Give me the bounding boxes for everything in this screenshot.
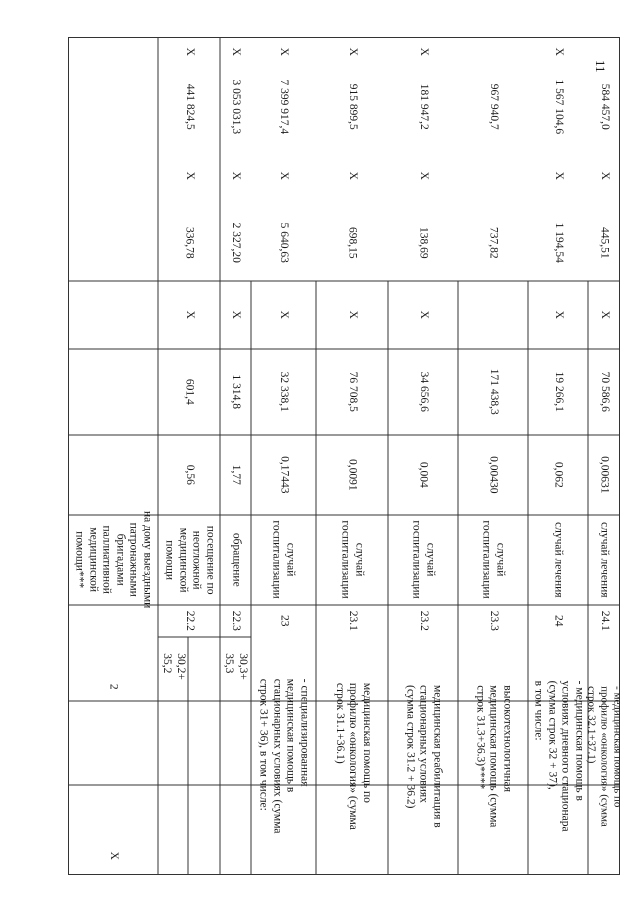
row-24-1-name: - медицинская помощь по профилю «онкология» (сумма строк 32.1+37.1)	[585, 685, 624, 827]
row-23-1-cost: 76 708,5	[346, 371, 359, 413]
row-24-1-cost: 70 586,6	[598, 371, 611, 413]
row-22-3-name: 30,3+ 35,3	[223, 653, 250, 681]
data-table	[68, 37, 624, 875]
row-22-3-cost: 1 314,8	[230, 374, 243, 410]
row-23-3-col7: 737,82	[487, 227, 500, 259]
row-24-col7: 1 194,54	[552, 222, 565, 264]
row-22-2-col7: 336,78	[183, 227, 196, 259]
row-23-col7: 5 640,63	[278, 222, 291, 264]
row-23-unit: случай госпитализации	[271, 520, 298, 600]
row-24-col10: X	[552, 47, 565, 57]
row-24-cost: 19 266,1	[552, 371, 565, 413]
row-22-3-col8: X	[230, 171, 243, 181]
row-24-col8: X	[552, 171, 565, 181]
row-23-1-name: медицинская помощь по профилю «онкология» (сумма строк 31.1+36.1)	[333, 682, 373, 830]
row-24-1-col6: X	[598, 310, 611, 320]
row-23-name: - специализированная медицинская помощь в стационарных условиях (сумма строк 31+ 36), в том числе:	[257, 678, 311, 834]
row-22-2-cost: 601,4	[183, 379, 196, 405]
row-22-3-col6: X	[230, 310, 243, 320]
row-22-3-col9: 3 053 031,3	[230, 79, 243, 135]
row-23-2-col6: X	[417, 310, 430, 320]
row-24-col6: X	[552, 310, 565, 320]
row-23-1-col7: 698,15	[346, 227, 359, 259]
row-23-2-row-no: 23.2	[417, 610, 430, 632]
row-23-1-col6: X	[346, 310, 359, 320]
row-22-2-col9: 441 824,5	[183, 84, 196, 130]
header-col-name: 2	[107, 684, 120, 690]
row-22-3-row-no: 22.3	[230, 610, 243, 632]
row-23-3-name: высокотехнологичная медицинская помощь (сумма строк 31.3+36.3)****	[474, 684, 514, 828]
row-23-col6: X	[278, 310, 291, 320]
row-23-2-col10: X	[417, 47, 430, 57]
row-23-col9: 7 399 917,4	[278, 79, 291, 135]
row-24-1-norm: 0,00631	[598, 456, 611, 494]
header-x-mark: X	[107, 851, 120, 861]
row-23-2-col8: X	[417, 171, 430, 181]
row-23-3-col9: 967 940,7	[487, 84, 500, 130]
row-24-1-unit: случай лечения	[598, 522, 611, 598]
row-23-1-col9: 915 899,5	[346, 84, 359, 130]
row-23-2-unit: случай госпитализации	[411, 520, 437, 600]
row-23-1-col10: X	[346, 47, 359, 57]
row-23-row-no: 23	[278, 615, 291, 627]
row-22-3-unit: обращение	[230, 533, 243, 587]
row-24-1-col7: 445,51	[598, 227, 611, 259]
row-24-row-no: 24	[552, 615, 565, 627]
row-22-3-col10: X	[230, 47, 243, 57]
row-22-2-unit: посещение по неотложной медицинской помощи	[163, 525, 217, 595]
row-24-1-col8: X	[598, 171, 611, 181]
row-23-1-col8: X	[346, 171, 359, 181]
row-23-2-norm: 0,004	[417, 462, 430, 488]
row-23-2-cost: 34 656,6	[417, 371, 430, 413]
row-22-2-row-no: 22.2	[183, 610, 196, 632]
row-23-3-cost: 171 438,3	[487, 369, 500, 415]
row-24-norm: 0,062	[552, 462, 565, 488]
row-23-1-row-no: 23.1	[346, 610, 359, 632]
page-number: 11	[593, 60, 608, 73]
row-23-2-name: медицинская реабилитация в стационарных условиях (сумма строк 31.2 + 36.2)	[404, 684, 444, 828]
row-23-2-col9: 181 947,2	[417, 84, 430, 130]
row-23-2-col7: 138,69	[417, 227, 430, 259]
row-23-1-unit: случай госпитализации	[340, 520, 366, 600]
row-22-2-col10: X	[183, 47, 196, 57]
row-23-col10: X	[278, 47, 291, 57]
row-22-2-col8: X	[183, 171, 196, 181]
row-22-3-col7: 2 327,20	[230, 222, 243, 264]
row-22-3-norm: 1,77	[230, 464, 243, 486]
row-23-norm: 0,17443	[278, 456, 291, 494]
row-22-2-name: 30,2+ 35,2	[161, 653, 187, 681]
row-23-3-unit: случай госпитализации	[481, 520, 507, 600]
row-24-name: - медицинская помощь в условиях дневного стационара (сумма строк 32 + 37), в том числе:	[532, 680, 586, 832]
row-22-2-col6: X	[183, 310, 196, 320]
header-col-unit: на дому выездными патронажными бригадами паллиативной медицинской помощи***	[73, 511, 154, 609]
row-23-3-norm: 0,00430	[487, 456, 500, 494]
row-24-1-row-no: 24.1	[598, 610, 611, 632]
row-23-1-norm: 0,0091	[346, 459, 359, 491]
row-24-col9: 1 567 104,6	[552, 79, 565, 135]
row-24-unit: случай лечения	[552, 522, 565, 598]
row-22-2-norm: 0,56	[183, 464, 196, 486]
row-23-cost: 32 338,1	[278, 371, 291, 413]
row-23-3-row-no: 23.3	[487, 610, 500, 632]
row-24-1-col9: 584 457,0	[598, 84, 611, 130]
row-23-col8: X	[278, 171, 291, 181]
